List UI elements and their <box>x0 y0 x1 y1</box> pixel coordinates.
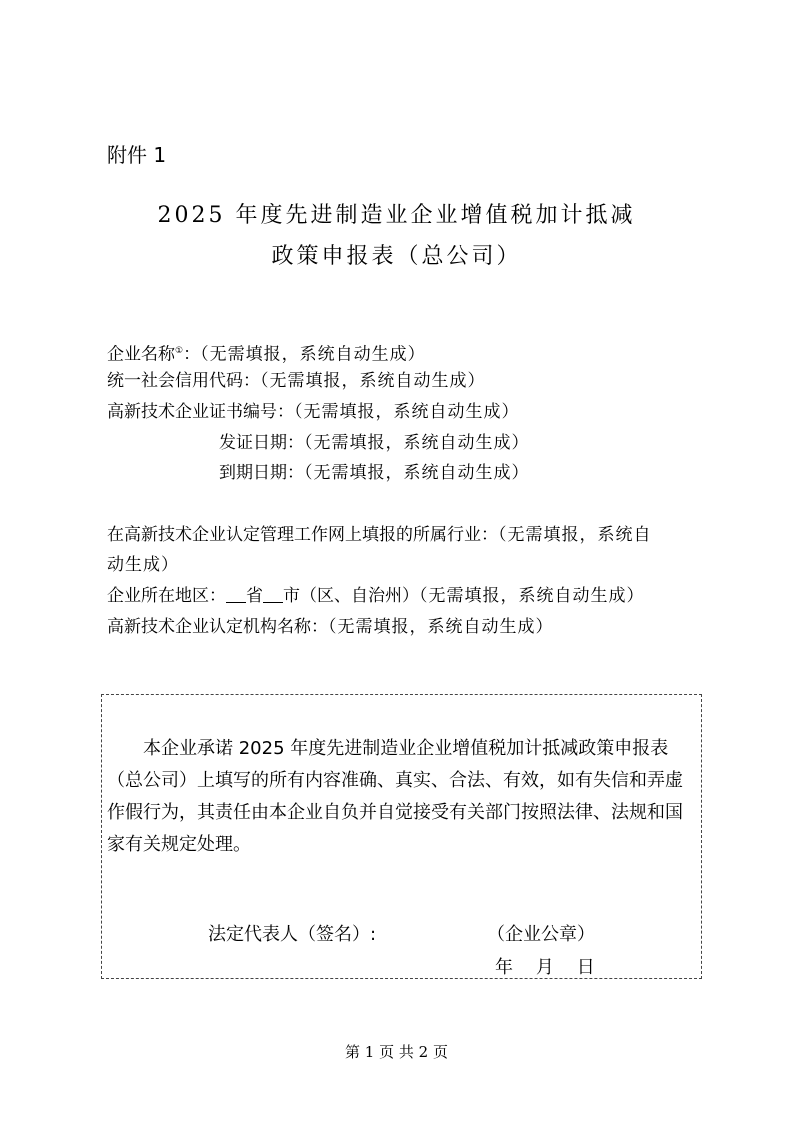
company-name-row <box>107 341 426 365</box>
cert-no-label: 高新技术企业证书编号： <box>107 402 294 422</box>
company-name-label: 企业名称 <box>107 344 175 365</box>
form-title-line1: 2025 年度先进制造业企业增值税加计抵减 <box>157 203 636 228</box>
region-label: 企业所在地区： <box>107 586 226 606</box>
company-name-colon: ： <box>183 344 201 365</box>
agency-value: （无需填报，系统自动生成） <box>328 617 554 637</box>
industry-row <box>107 525 652 545</box>
industry-label: 在高新技术企业认定管理工作网上填报的所属行业： <box>107 525 498 545</box>
agency-label: 高新技术企业认定机构名称： <box>107 617 328 637</box>
cert-no-value: （无需填报，系统自动生成） <box>294 402 520 422</box>
footnote-marker: ① <box>175 346 184 356</box>
city-text: 市（区、自治州） <box>283 586 419 606</box>
cert-no-row <box>107 402 520 422</box>
industry-value-line2: 动生成） <box>107 555 179 575</box>
attachment-label: 附件 1 <box>107 143 167 167</box>
expire-date-row <box>219 463 530 483</box>
agency-row <box>107 617 554 637</box>
expire-date-value: （无需填报，系统自动生成） <box>304 463 530 483</box>
date-placeholder: 年 月 日 <box>495 957 595 978</box>
credit-code-value: （无需填报，系统自动生成） <box>260 371 486 391</box>
region-value: （无需填报，系统自动生成） <box>419 586 645 606</box>
company-name-value: （无需填报，系统自动生成） <box>200 344 426 365</box>
legal-rep-signature-label: 法定代表人（签名）: <box>208 924 377 945</box>
credit-code-label: 统一社会信用代码： <box>107 371 260 391</box>
expire-date-label: 到期日期： <box>219 463 304 483</box>
province-blank <box>226 586 246 603</box>
city-blank <box>263 586 283 603</box>
company-seal-label: （企业公章） <box>487 924 595 945</box>
issue-date-value: （无需填报，系统自动生成） <box>304 433 530 453</box>
issue-date-row <box>219 433 530 453</box>
province-text: 省 <box>246 586 263 606</box>
pledge-text: 本企业承诺 2025 年度先进制造业企业增值税加计抵减政策申报表（总公司）上填写的所有内容准确、真实、合法、有效，如有失信和弄虚作假行为，其责任由本企业自负并自觉接受有关部门按照法律、法规和国家有关规定处理。 <box>107 738 683 855</box>
page-footer: 第 1 页 共 2 页 <box>345 1043 448 1061</box>
issue-date-label: 发证日期： <box>219 433 304 453</box>
region-row <box>107 586 645 606</box>
industry-value-line1: （无需填报，系统自 <box>498 525 652 545</box>
form-title-line2: 政策申报表（总公司） <box>271 244 522 269</box>
credit-code-row <box>107 371 486 391</box>
